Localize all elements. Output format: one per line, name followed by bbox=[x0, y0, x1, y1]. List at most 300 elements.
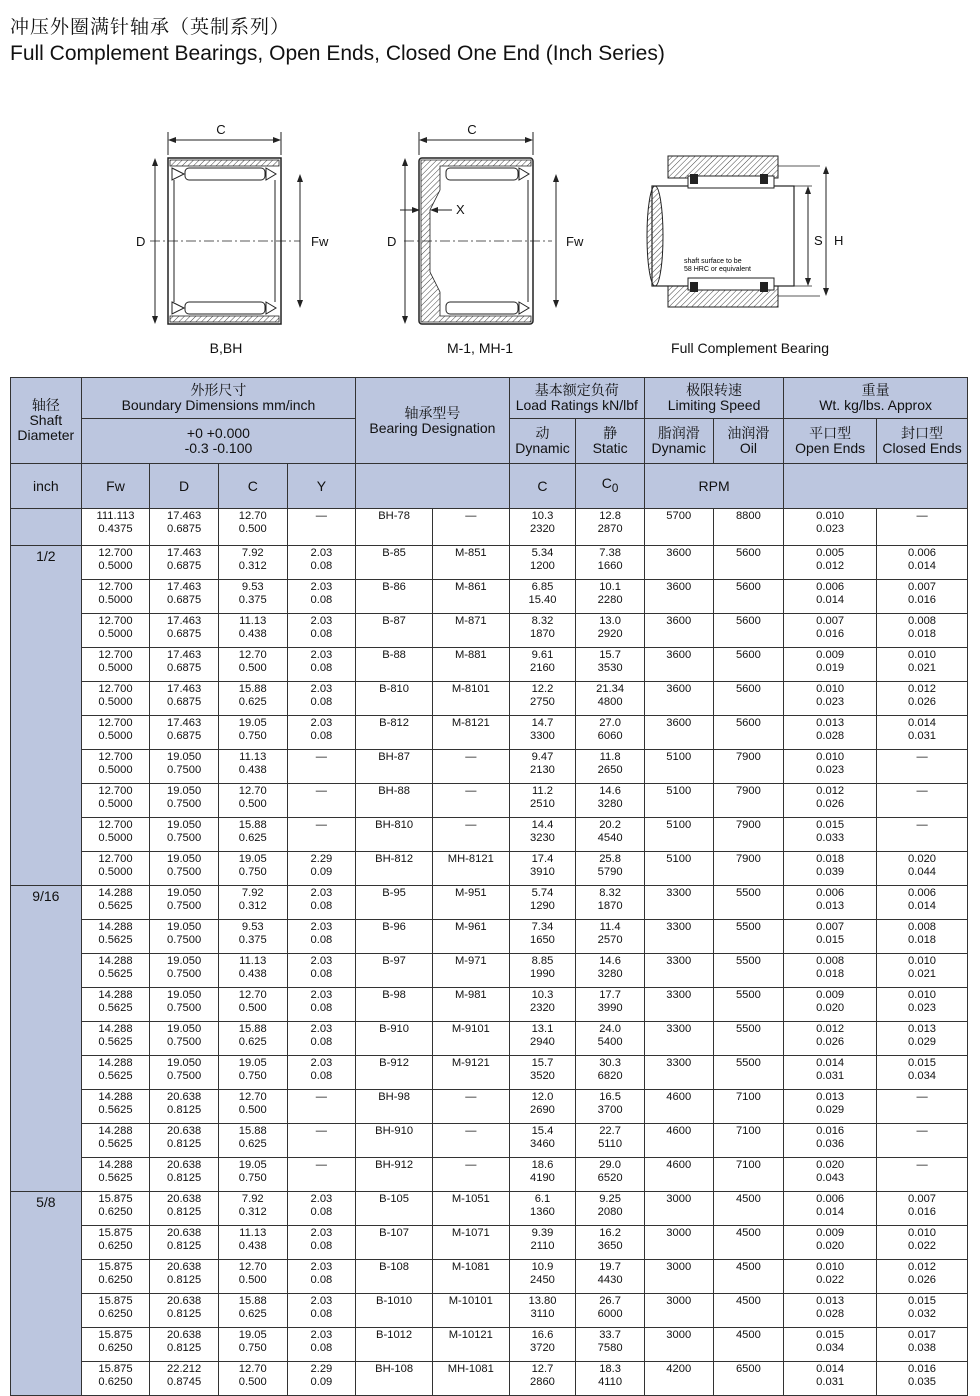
cell-y bbox=[287, 988, 356, 1022]
cell-d bbox=[150, 1090, 219, 1124]
cell-weight-closed bbox=[877, 1294, 968, 1328]
cell-weight-open-top: 0.016 bbox=[816, 1125, 845, 1137]
cell-c bbox=[218, 648, 287, 682]
cell-speed-grease bbox=[644, 682, 713, 716]
cell-weight-closed-bottom: 0.022 bbox=[908, 1240, 937, 1252]
cell-load-dynamic-bottom: 2690 bbox=[530, 1104, 555, 1116]
cell-designation-b bbox=[356, 852, 433, 886]
diagram-b-bh bbox=[136, 122, 329, 324]
cell-fw bbox=[81, 818, 150, 852]
cell-weight-open-bottom: 0.013 bbox=[816, 900, 845, 912]
cell-y-top: 2.03 bbox=[310, 1295, 333, 1307]
cell-d bbox=[150, 1192, 219, 1226]
cell-d bbox=[150, 1158, 219, 1192]
cell-load-dynamic bbox=[509, 1260, 576, 1294]
cell-weight-open-bottom: 0.014 bbox=[816, 1206, 845, 1218]
cell-load-static bbox=[576, 614, 645, 648]
cell-c bbox=[218, 682, 287, 716]
cell-d-bottom: 0.6875 bbox=[167, 523, 202, 535]
cell-designation-m-top: — bbox=[465, 751, 477, 763]
cell-d bbox=[150, 1226, 219, 1260]
cell-weight-open-bottom: 0.023 bbox=[816, 523, 845, 535]
header-load-c0-main: C bbox=[601, 475, 612, 492]
cell-load-static-bottom: 1660 bbox=[597, 560, 623, 572]
cell-load-static-top: 8.32 bbox=[599, 887, 621, 899]
cell-load-dynamic bbox=[509, 954, 576, 988]
cell-weight-open-top: 0.009 bbox=[816, 1227, 845, 1239]
cell-c-bottom: 0.750 bbox=[238, 1070, 267, 1082]
cell-speed-grease bbox=[644, 1056, 713, 1090]
cell-load-dynamic-top: 18.6 bbox=[531, 1159, 554, 1171]
cell-weight-open-top: 0.005 bbox=[816, 547, 845, 559]
cell-designation-b bbox=[356, 716, 433, 750]
cell-load-dynamic-top: 6.1 bbox=[534, 1193, 551, 1205]
table-row bbox=[11, 1226, 968, 1260]
cell-load-static-top: 9.25 bbox=[599, 1193, 621, 1205]
cell-load-static-top: 16.5 bbox=[599, 1091, 621, 1103]
cell-speed-grease-top: 3300 bbox=[666, 955, 692, 967]
cell-d-top: 19.050 bbox=[167, 819, 202, 831]
cell-c-bottom: 0.312 bbox=[238, 560, 267, 572]
cell-designation-b-top: BH-910 bbox=[375, 1125, 414, 1137]
cell-load-dynamic-top: 17.4 bbox=[531, 853, 554, 865]
cell-speed-grease bbox=[644, 1328, 713, 1362]
cell-y bbox=[287, 546, 356, 580]
cell-c-bottom: 0.500 bbox=[238, 798, 267, 810]
cell-designation-m bbox=[432, 648, 509, 682]
cell-weight-closed-top: 0.015 bbox=[908, 1057, 937, 1069]
cell-y-bottom: — bbox=[315, 1125, 327, 1137]
cell-speed-oil bbox=[713, 886, 784, 920]
cell-weight-closed bbox=[877, 1328, 968, 1362]
cell-c-bottom: 0.500 bbox=[238, 662, 267, 674]
cell-d-bottom: 0.7500 bbox=[167, 900, 202, 912]
cell-speed-grease-top: 3300 bbox=[666, 887, 692, 899]
cell-load-static-top: 14.6 bbox=[599, 785, 621, 797]
cell-load-dynamic-bottom: 2450 bbox=[530, 1274, 555, 1286]
cell-weight-open-top: 0.010 bbox=[816, 751, 845, 763]
cell-c-top: 12.70 bbox=[238, 649, 267, 661]
cell-c-top: 15.88 bbox=[238, 1125, 267, 1137]
cell-c bbox=[218, 1192, 287, 1226]
table-row bbox=[11, 988, 968, 1022]
cell-speed-grease-top: 3000 bbox=[666, 1193, 692, 1205]
cell-load-static-bottom: 5790 bbox=[597, 866, 623, 878]
cell-fw bbox=[81, 1328, 150, 1362]
table-row bbox=[11, 920, 968, 954]
cell-weight-open-bottom: 0.022 bbox=[816, 1274, 845, 1286]
cell-d bbox=[150, 750, 219, 784]
cell-fw bbox=[81, 954, 150, 988]
cell-designation-b-top: BH-98 bbox=[378, 1091, 410, 1103]
cell-d-bottom: 0.8125 bbox=[167, 1342, 202, 1354]
cell-d-bottom: 0.6875 bbox=[167, 594, 202, 606]
cell-load-dynamic-top: 9.61 bbox=[531, 649, 554, 661]
cell-d-top: 19.050 bbox=[167, 853, 202, 865]
cell-weight-closed bbox=[877, 1362, 968, 1396]
table-row bbox=[11, 784, 968, 818]
cell-speed-oil-top: 5500 bbox=[735, 887, 761, 899]
table-row bbox=[11, 1124, 968, 1158]
dim-d-left: D bbox=[136, 234, 146, 249]
cell-weight-closed-bottom: — bbox=[916, 819, 928, 831]
cell-c-bottom: 0.750 bbox=[238, 1342, 267, 1354]
cell-designation-b bbox=[356, 1362, 433, 1396]
cell-d-bottom: 0.7500 bbox=[167, 934, 202, 946]
cell-weight-open bbox=[784, 988, 877, 1022]
cell-speed-oil-top: 7900 bbox=[735, 853, 761, 865]
cell-fw bbox=[81, 784, 150, 818]
cell-load-static-top: 15.7 bbox=[599, 649, 621, 661]
cell-load-static-top: 11.8 bbox=[599, 751, 621, 763]
cell-weight-open bbox=[784, 580, 877, 614]
cell-designation-m bbox=[432, 920, 509, 954]
cell-weight-open bbox=[784, 1158, 877, 1192]
cell-weight-closed-bottom: 0.021 bbox=[908, 662, 937, 674]
table-row bbox=[11, 1294, 968, 1328]
cell-d bbox=[150, 852, 219, 886]
cell-y-top: 2.03 bbox=[310, 1329, 333, 1341]
cell-fw-top: 12.700 bbox=[98, 649, 133, 661]
cell-designation-b-top: B-1010 bbox=[376, 1295, 413, 1307]
cell-load-static bbox=[576, 1090, 645, 1124]
cell-designation-m bbox=[432, 1260, 509, 1294]
cell-c-bottom: 0.438 bbox=[238, 1240, 267, 1252]
cell-weight-closed-top: 0.006 bbox=[908, 547, 937, 559]
cell-load-static-top: 7.38 bbox=[599, 547, 621, 559]
header-closed-cn: 封口型 bbox=[901, 425, 944, 441]
cell-fw bbox=[81, 920, 150, 954]
cell-weight-open-bottom: 0.026 bbox=[816, 798, 845, 810]
cell-load-static bbox=[576, 509, 645, 546]
cell-c-bottom: 0.438 bbox=[238, 968, 267, 980]
cell-designation-m-top: M-961 bbox=[454, 921, 487, 933]
cell-speed-grease bbox=[644, 1362, 713, 1396]
cell-weight-open-bottom: 0.012 bbox=[816, 560, 845, 572]
cell-c-top: 9.53 bbox=[241, 921, 264, 933]
cell-c-bottom: 0.625 bbox=[238, 1036, 267, 1048]
cell-y bbox=[287, 1294, 356, 1328]
cell-fw bbox=[81, 852, 150, 886]
cell-fw-top: 14.288 bbox=[98, 1023, 133, 1035]
shaft-diameter-cell bbox=[11, 509, 82, 546]
cell-fw-bottom: 0.5625 bbox=[98, 1172, 133, 1184]
cell-designation-b bbox=[356, 648, 433, 682]
cell-weight-closed bbox=[877, 1192, 968, 1226]
cell-weight-closed bbox=[877, 1090, 968, 1124]
header-oil-cn: 油润滑 bbox=[727, 425, 770, 441]
cell-weight-closed-top: 0.008 bbox=[908, 921, 937, 933]
cell-speed-oil-top: 7900 bbox=[735, 751, 761, 763]
table-row bbox=[11, 750, 968, 784]
cell-weight-closed-top: 0.007 bbox=[908, 581, 937, 593]
cell-speed-oil bbox=[713, 509, 784, 546]
cell-weight-closed bbox=[877, 1158, 968, 1192]
cell-speed-oil-top: 7900 bbox=[735, 819, 761, 831]
header-load-c: C bbox=[509, 464, 576, 509]
cell-fw-top: 12.700 bbox=[98, 547, 133, 559]
cell-weight-open-top: 0.009 bbox=[816, 989, 845, 1001]
table-header bbox=[11, 378, 968, 509]
cell-y-top: 2.03 bbox=[310, 683, 333, 695]
cell-d-top: 17.463 bbox=[167, 649, 202, 661]
cell-weight-closed bbox=[877, 580, 968, 614]
cell-load-static-bottom: 6520 bbox=[597, 1172, 623, 1184]
cell-c-top: 12.70 bbox=[238, 1261, 267, 1273]
cell-d-top: 20.638 bbox=[167, 1091, 202, 1103]
cell-load-dynamic-bottom: 2160 bbox=[530, 662, 555, 674]
cell-load-static-bottom: 4430 bbox=[597, 1274, 623, 1286]
cell-load-static-bottom: 3280 bbox=[597, 968, 623, 980]
cell-weight-open-bottom: 0.033 bbox=[816, 832, 845, 844]
header-y: Y bbox=[287, 464, 356, 509]
cell-weight-open bbox=[784, 750, 877, 784]
cell-fw-top: 14.288 bbox=[98, 1057, 133, 1069]
cell-c-top: 15.88 bbox=[238, 1295, 267, 1307]
cell-designation-m-top: M-971 bbox=[454, 955, 487, 967]
cell-speed-grease-top: 5100 bbox=[666, 853, 692, 865]
cell-speed-oil bbox=[713, 614, 784, 648]
header-tolerance bbox=[81, 419, 356, 464]
cell-load-static-bottom: 2280 bbox=[597, 594, 623, 606]
cell-load-static bbox=[576, 682, 645, 716]
cell-y bbox=[287, 1192, 356, 1226]
cell-c bbox=[218, 1090, 287, 1124]
cell-weight-open-bottom: 0.028 bbox=[816, 1308, 845, 1320]
cell-speed-oil bbox=[713, 920, 784, 954]
cell-weight-closed-bottom: 0.035 bbox=[908, 1376, 937, 1388]
dim-fw-middle: Fw bbox=[566, 234, 584, 249]
table-row bbox=[11, 509, 968, 546]
cell-y-bottom: 0.08 bbox=[310, 1240, 333, 1252]
cell-y bbox=[287, 1362, 356, 1396]
cell-load-dynamic bbox=[509, 1090, 576, 1124]
header-d: D bbox=[150, 464, 219, 509]
header-boundary bbox=[81, 378, 356, 419]
cell-y-bottom: 0.08 bbox=[310, 594, 333, 606]
cell-y bbox=[287, 1260, 356, 1294]
cell-d-top: 20.638 bbox=[167, 1159, 202, 1171]
header-load-c0-sub: 0 bbox=[611, 481, 619, 495]
cell-weight-closed-bottom: — bbox=[916, 751, 928, 763]
cell-c bbox=[218, 1226, 287, 1260]
cell-designation-m bbox=[432, 1226, 509, 1260]
cell-fw-top: 12.700 bbox=[98, 683, 133, 695]
cell-c bbox=[218, 784, 287, 818]
cell-load-static-top: 22.7 bbox=[599, 1125, 621, 1137]
cell-designation-b bbox=[356, 1226, 433, 1260]
cell-load-static bbox=[576, 1260, 645, 1294]
cell-load-dynamic-bottom: 1360 bbox=[530, 1206, 555, 1218]
cell-weight-open bbox=[784, 1328, 877, 1362]
cell-weight-open bbox=[784, 1090, 877, 1124]
cell-designation-b-top: B-107 bbox=[379, 1227, 409, 1239]
cell-load-static-top: 12.8 bbox=[599, 510, 621, 522]
cell-designation-m bbox=[432, 954, 509, 988]
cell-speed-oil bbox=[713, 1022, 784, 1056]
cell-y-bottom: 0.08 bbox=[310, 1342, 333, 1354]
cell-d-bottom: 0.7500 bbox=[167, 1036, 202, 1048]
cell-speed-grease bbox=[644, 818, 713, 852]
cell-speed-grease bbox=[644, 614, 713, 648]
cell-fw bbox=[81, 580, 150, 614]
cell-d-bottom: 0.6875 bbox=[167, 696, 202, 708]
cell-weight-closed-bottom: — bbox=[916, 785, 928, 797]
cell-fw-bottom: 0.5000 bbox=[98, 628, 133, 640]
cell-load-static-top: 29.0 bbox=[599, 1159, 621, 1171]
cell-fw-bottom: 0.6250 bbox=[98, 1274, 133, 1286]
cell-weight-open-bottom: 0.034 bbox=[816, 1342, 845, 1354]
cell-designation-m bbox=[432, 750, 509, 784]
cell-designation-m bbox=[432, 1124, 509, 1158]
bearing-table-container bbox=[10, 377, 968, 1396]
header-grease-en: Dynamic bbox=[651, 440, 706, 456]
cell-d-bottom: 0.6875 bbox=[167, 560, 202, 572]
cell-speed-grease bbox=[644, 1158, 713, 1192]
cell-weight-open-top: 0.006 bbox=[816, 887, 845, 899]
cell-weight-closed-top: 0.013 bbox=[908, 1023, 937, 1035]
cell-fw-top: 15.875 bbox=[98, 1261, 133, 1273]
cell-c bbox=[218, 1362, 287, 1396]
cell-designation-m bbox=[432, 682, 509, 716]
cell-load-static-top: 20.2 bbox=[599, 819, 621, 831]
cell-speed-grease-top: 5700 bbox=[666, 510, 692, 522]
cell-weight-closed-bottom: 0.034 bbox=[908, 1070, 937, 1082]
cell-weight-open bbox=[784, 1294, 877, 1328]
cell-d-top: 19.050 bbox=[167, 955, 202, 967]
cell-speed-grease-top: 3000 bbox=[666, 1329, 692, 1341]
cell-c-top: 12.70 bbox=[238, 785, 267, 797]
cell-speed-grease-top: 3600 bbox=[666, 683, 692, 695]
cell-y-bottom: 0.08 bbox=[310, 934, 333, 946]
cell-designation-m-top: — bbox=[465, 785, 477, 797]
cell-c-bottom: 0.750 bbox=[238, 1172, 267, 1184]
cell-speed-oil-top: 5500 bbox=[735, 989, 761, 1001]
cell-designation-b bbox=[356, 1294, 433, 1328]
cell-fw-bottom: 0.6250 bbox=[98, 1206, 133, 1218]
cell-load-dynamic-top: 13.1 bbox=[531, 1023, 554, 1035]
header-tol2: -0.3 -0.100 bbox=[184, 440, 253, 456]
cell-weight-open bbox=[784, 852, 877, 886]
cell-weight-closed bbox=[877, 1022, 968, 1056]
cell-speed-oil-top: 7100 bbox=[735, 1125, 761, 1137]
dim-x-middle: X bbox=[456, 202, 465, 217]
cell-speed-oil bbox=[713, 682, 784, 716]
cell-c-top: 19.05 bbox=[238, 717, 267, 729]
header-boundary-cn: 外形尺寸 bbox=[190, 382, 247, 398]
dim-fw-left: Fw bbox=[311, 234, 329, 249]
cell-load-static-top: 19.7 bbox=[599, 1261, 621, 1273]
cell-designation-b bbox=[356, 1260, 433, 1294]
cell-load-static-top: 30.3 bbox=[599, 1057, 621, 1069]
cell-weight-open-bottom: 0.015 bbox=[816, 934, 845, 946]
cell-d-top: 17.463 bbox=[167, 717, 202, 729]
dim-c-middle: C bbox=[467, 122, 477, 137]
cell-designation-b bbox=[356, 546, 433, 580]
cell-designation-m-top: — bbox=[465, 819, 477, 831]
header-dynamic-en: Dynamic bbox=[515, 440, 570, 456]
cell-load-static-top: 13.0 bbox=[599, 615, 621, 627]
cell-c-top: 12.70 bbox=[238, 1363, 267, 1375]
cell-weight-closed-top: 0.012 bbox=[908, 1261, 937, 1273]
cell-weight-closed-bottom: 0.023 bbox=[908, 1002, 937, 1014]
cell-designation-b bbox=[356, 750, 433, 784]
cell-fw-top: 14.288 bbox=[98, 1091, 133, 1103]
header-dynamic bbox=[509, 419, 576, 464]
cell-c bbox=[218, 1260, 287, 1294]
cell-fw-top: 14.288 bbox=[98, 1159, 133, 1171]
cell-y bbox=[287, 648, 356, 682]
cell-weight-open bbox=[784, 682, 877, 716]
cell-weight-open-bottom: 0.043 bbox=[816, 1172, 845, 1184]
cell-load-static bbox=[576, 716, 645, 750]
cell-d bbox=[150, 509, 219, 546]
cell-speed-oil bbox=[713, 1124, 784, 1158]
table-row bbox=[11, 852, 968, 886]
cell-load-static-bottom: 6000 bbox=[597, 1308, 623, 1320]
cell-fw bbox=[81, 1362, 150, 1396]
cell-load-dynamic bbox=[509, 1328, 576, 1362]
cell-c-top: 15.88 bbox=[238, 1023, 267, 1035]
cell-designation-b-top: B-105 bbox=[379, 1193, 409, 1205]
cell-weight-open-top: 0.013 bbox=[816, 1091, 845, 1103]
cell-y bbox=[287, 784, 356, 818]
cell-d-bottom: 0.6875 bbox=[167, 730, 202, 742]
cell-designation-b-top: B-95 bbox=[382, 887, 406, 899]
cell-load-static bbox=[576, 818, 645, 852]
cell-y bbox=[287, 852, 356, 886]
cell-designation-b-top: B-812 bbox=[379, 717, 409, 729]
cell-designation-m-top: M-851 bbox=[454, 547, 487, 559]
cell-weight-closed bbox=[877, 546, 968, 580]
cell-speed-oil-top: 4500 bbox=[735, 1261, 761, 1273]
cell-d-top: 20.638 bbox=[167, 1261, 202, 1273]
cell-designation-b bbox=[356, 580, 433, 614]
cell-weight-closed-bottom: 0.032 bbox=[908, 1308, 937, 1320]
cell-y-bottom: 0.09 bbox=[310, 1376, 333, 1388]
cell-fw-bottom: 0.5000 bbox=[98, 832, 133, 844]
cell-y-top: 2.03 bbox=[310, 921, 333, 933]
header-grease bbox=[644, 419, 713, 464]
cell-designation-b bbox=[356, 1022, 433, 1056]
cell-fw-top: 12.700 bbox=[98, 615, 133, 627]
cell-c bbox=[218, 852, 287, 886]
cell-load-static-bottom: 4540 bbox=[597, 832, 623, 844]
cell-d-top: 22.212 bbox=[167, 1363, 202, 1375]
table-row bbox=[11, 886, 968, 920]
cell-speed-oil bbox=[713, 1158, 784, 1192]
cell-weight-closed-bottom: 0.031 bbox=[908, 730, 937, 742]
cell-load-dynamic-top: 12.7 bbox=[531, 1363, 554, 1375]
cell-designation-b-top: B-97 bbox=[382, 955, 406, 967]
cell-speed-oil bbox=[713, 818, 784, 852]
header-tol1: +0 +0.000 bbox=[186, 425, 250, 441]
cell-weight-closed bbox=[877, 852, 968, 886]
cell-weight-closed-top: 0.007 bbox=[908, 1193, 937, 1205]
cell-speed-oil-top: 4500 bbox=[735, 1295, 761, 1307]
cell-load-dynamic bbox=[509, 1022, 576, 1056]
cell-d-top: 20.638 bbox=[167, 1125, 202, 1137]
cell-c-top: 15.88 bbox=[238, 683, 267, 695]
cell-weight-open-top: 0.007 bbox=[816, 615, 845, 627]
cell-c-bottom: 0.312 bbox=[238, 900, 267, 912]
cell-c bbox=[218, 1294, 287, 1328]
cell-y-bottom: 0.08 bbox=[310, 662, 333, 674]
cell-d-bottom: 0.8125 bbox=[167, 1172, 202, 1184]
header-designation-cn: 轴承型号 bbox=[404, 404, 461, 421]
table-row bbox=[11, 1090, 968, 1124]
cell-load-static bbox=[576, 1328, 645, 1362]
